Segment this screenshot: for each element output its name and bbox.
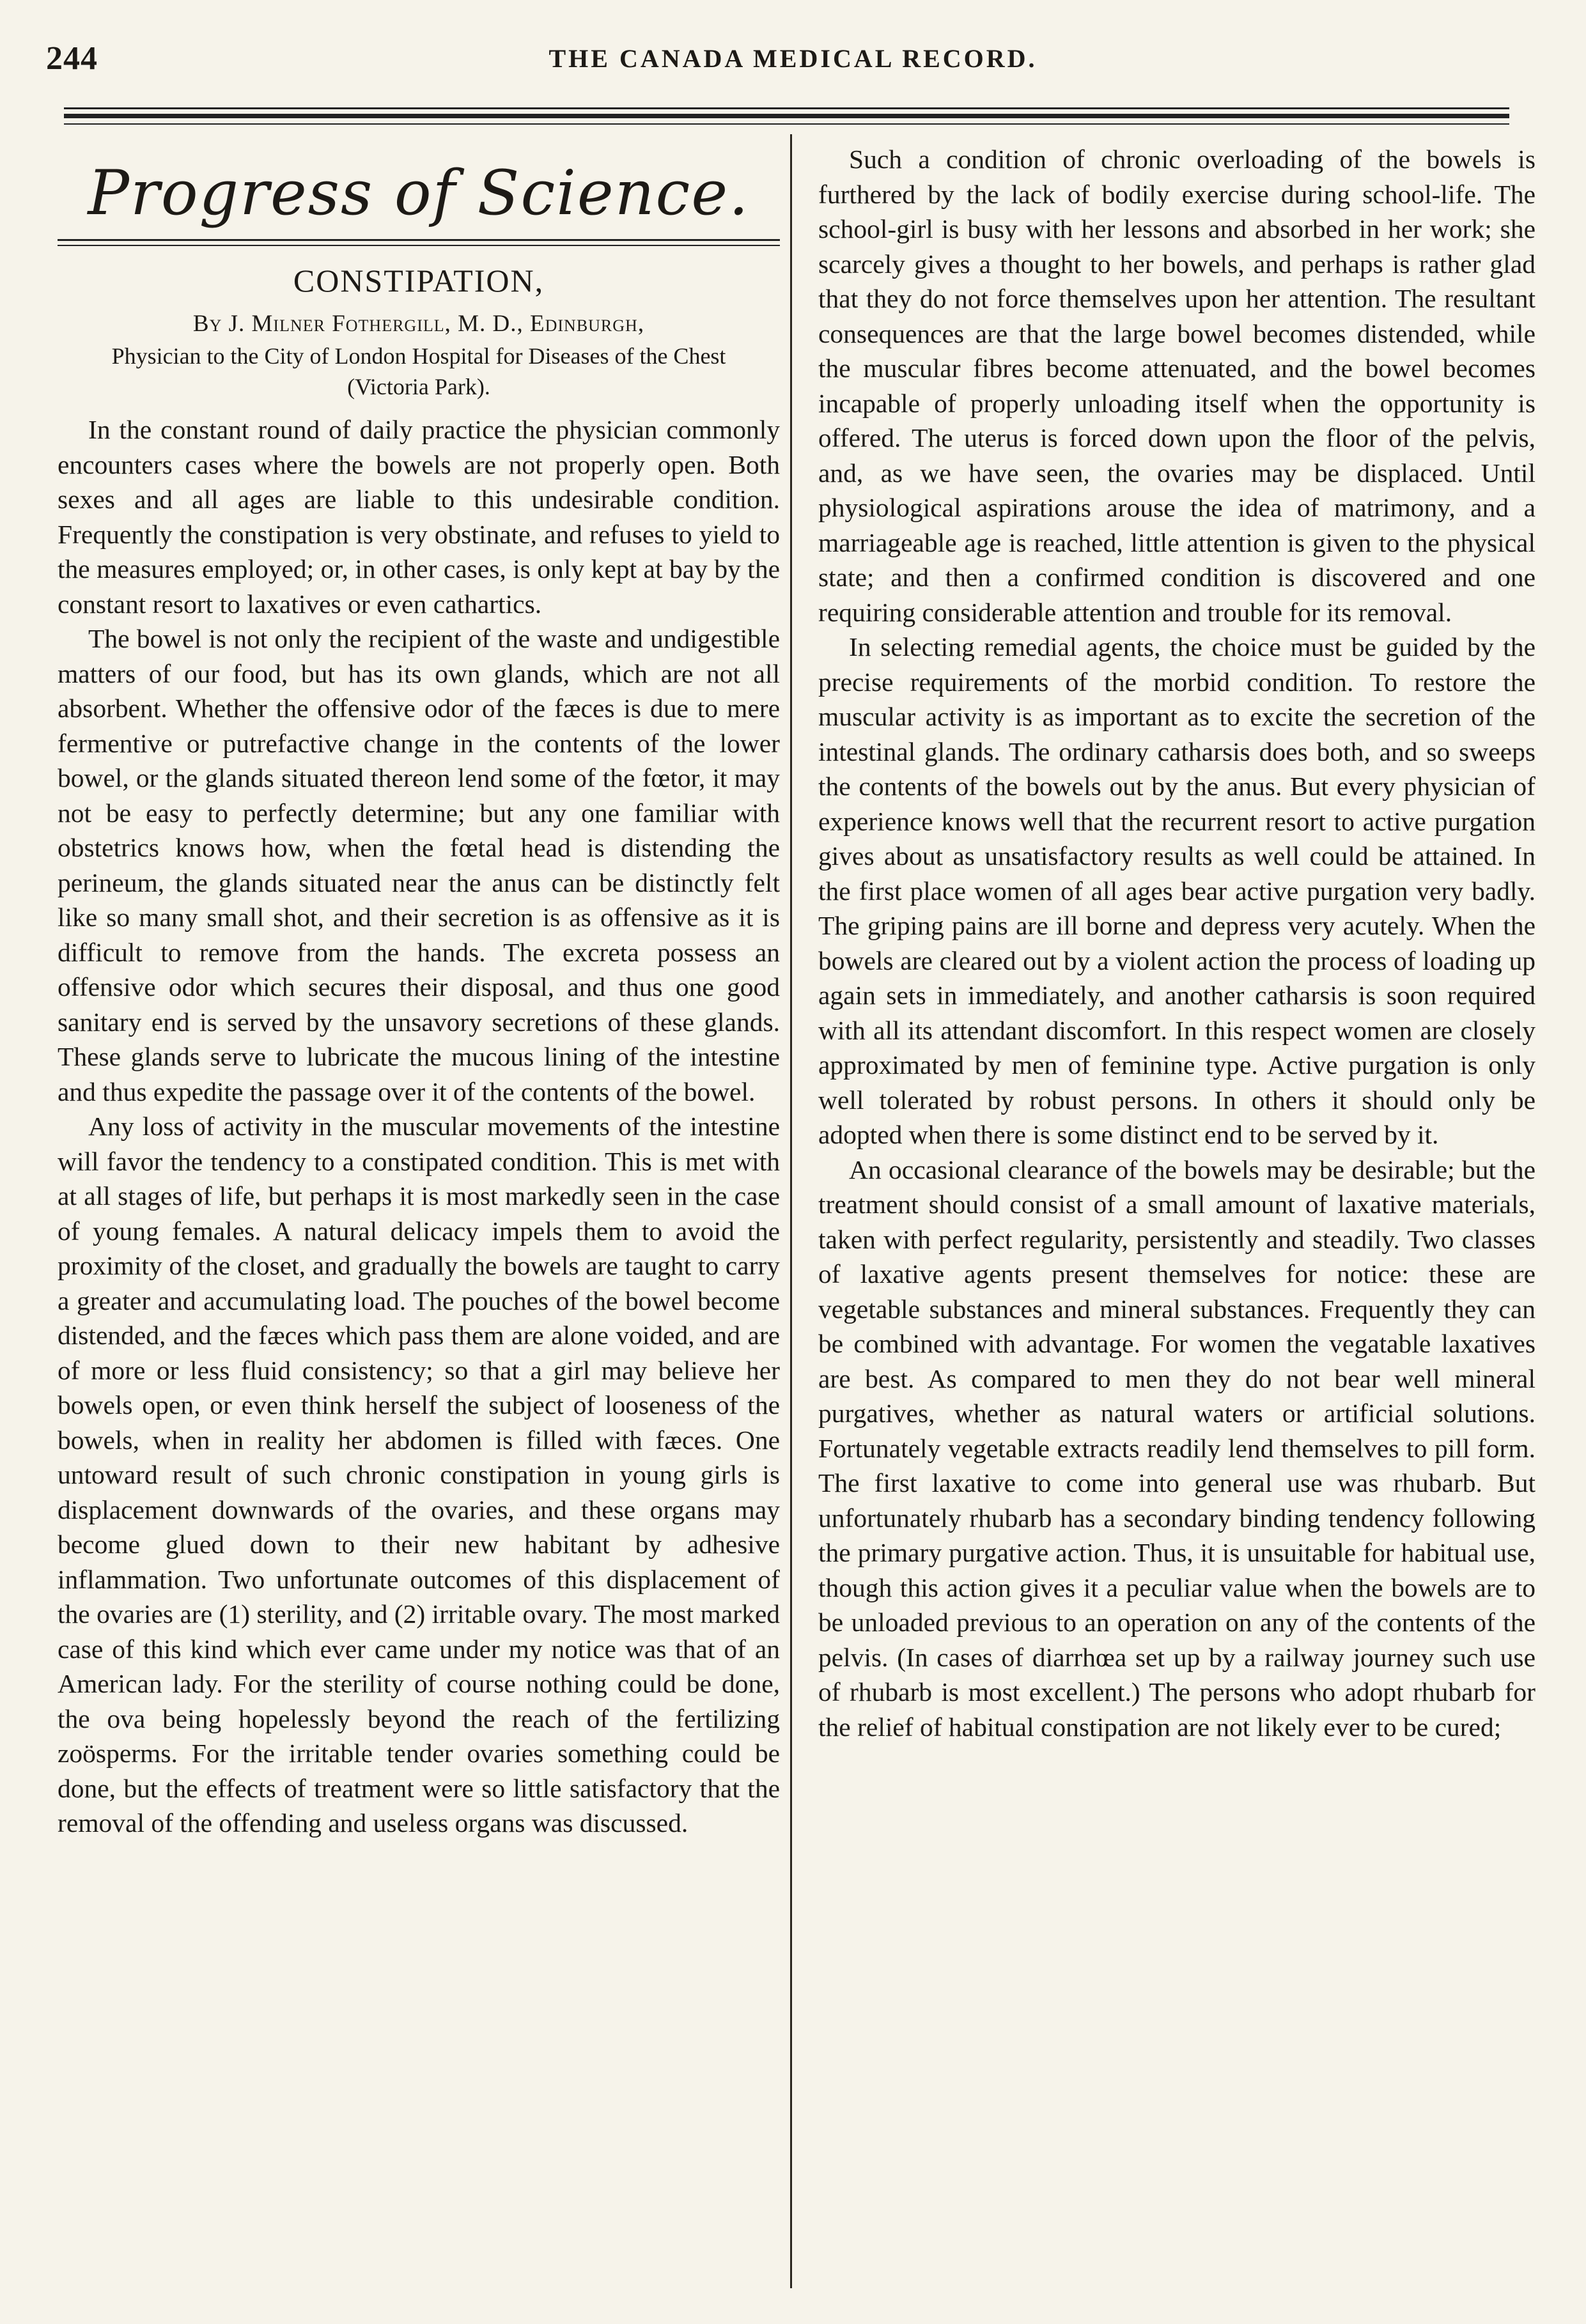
- body-paragraph: Any loss of activity in the muscular movements of the intestine will favor the tendency to a constipated condition. This is met with at all stages of life, but perhaps it is most markedly seen in the case of young females. A natural delicacy impels them to avoid the proximity of the closet, and gradually the bowels are taught to carry a greater and accumulating load. The pouches of the bowel become distended, and the fæces which pass them are alone voided, and are of more or less fluid consistency; so that a girl may believe her bowels open, or even think herself the subject of looseness of the bowels, when in reality her abdomen is filled with fæces. One untoward result of such chronic constipation in young girls is displacement downwards of the ovaries, and these organs may become glued down to their new habitant by adhesive inflammation. Two unfortunate outcomes of this displacement of the ovaries are (1) sterility, and (2) irritable ovary. The most marked case of this kind which ever came under my notice was that of an American lady. For the sterility of course nothing could be done, the ova being hopelessly beyond the reach of the fertilizing zoösperms. For the irritable tender ovaries something could be done, but the effects of treatment were so little satisfactory that the removal of the offending and useless organs was discussed.: [58, 1112, 780, 1838]
- body-paragraph: In selecting remedial agents, the choice must be guided by the precise requirements of the morbid condition. To restore the muscular activity is as important as to excite the secretion of the intestinal glands. The ordinary catharsis does both, and so sweeps the contents of the bowels out by the anus. But every physician of experience knows well that the recurrent resort to active purgation gives about as unsatisfactory results as well could be attained. In the first place women of all ages bear active purgation very badly. The griping pains are ill borne and depress very acutely. When the bowels are cleared out by a violent action the process of loading up again sets in immediately, and another catharsis is soon required with all its attendant discomfort. In this respect women are closely approximated by men of feminine type. Active purgation is only well tolerated by robust persons. In others it should only be adopted when there is some distinct end to be served by it.: [818, 632, 1535, 1149]
- section-heading: Progress of Science.: [88, 157, 750, 229]
- author-byline: By J. Milner Fothergill, M. D., Edinburgh,: [192, 311, 645, 337]
- header-rule-thick: [64, 114, 1509, 118]
- body-paragraph: An occasional clearance of the bowels may be desirable; but the treatment should consist of a small amount of laxative materials, taken with perfect regularity, persistently and steadily. Two classes of laxative agents present themselves for notice: these are vegetable substances and mineral substances. Frequently they can be combined with advantage. For women the vegatable laxatives are best. As compared to men they do not bear well mineral purgatives, whether as natural waters or artificial solutions. Fortunately vegetable extracts readily lend themselves to pill form. The first laxative to come into general use was rhubarb. But unfortunately rhubarb has a secondary binding tendency following the primary purgative action. Thus, it is unsuitable for habitual use, though this action gives it a peculiar value when the bowels are to be unloaded previous to an operation on any of the contents of the pelvis. (In cases of diarrhœa set up by a railway journey such use of rhubarb is most excellent.) The persons who adopt rhubarb for the relief of habitual constipation are not likely ever to be cured;: [818, 1154, 1535, 1742]
- page-number: 244: [46, 40, 98, 77]
- header-rule-hairline: [64, 123, 1509, 125]
- header-rule-thin: [64, 107, 1509, 109]
- left-column: [58, 142, 780, 1841]
- body-paragraph: In the constant round of daily practice the physician commonly encounters cases where the bowels are not properly open. Both sexes and all ages are liable to this undesirable condition. Frequently the constipation is very obstinate, and refuses to yield to the measures employed; or, in other cases, is only kept at bay by the constant resort to laxatives or even cathartics.: [58, 415, 780, 619]
- body-paragraph: Such a condition of chronic overloading of the bowels is furthered by the lack of bodily exercise during school-life. The school-girl is busy with her lessons and absorbed in her work; she scarcely gives a thought to her bowels, and perhaps is rather glad that they do not force themselves upon her attention. The resultant consequences are that the large bowel becomes distended, while the muscular fibres become attenuated, and the bowel becomes incapable of properly unloading itself when the opportunity is offered. The uterus is forced down upon the floor of the pelvis, and, as we have seen, the ovaries may be displaced. Until physiological aspirations arouse the idea of matrimony, and a marriageable age is reached, little attention is given to the physical state; and then a confirmed condition is discovered and one requiring considerable attention and trouble for its removal.: [818, 144, 1535, 627]
- author-affiliation: Physician to the City of London Hospital for Diseases of the Chest (Victoria Park).: [111, 343, 726, 399]
- right-column: [818, 142, 1535, 1744]
- column-divider: [790, 134, 792, 2288]
- journal-title: THE CANADA MEDICAL RECORD.: [548, 44, 1038, 73]
- body-paragraph: The bowel is not only the recipient of the waste and undigestible matters of our food, but has its own glands, which are not all absorbent. Whether the offensive odor of the fæces is due to mere fermentive or putrefactive change in the contents of the lower bowel, or the glands situated thereon lend some of the fœtor, it may not be easy to perfectly determine; but any one familiar with obstetrics knows how, when the fœtal head is distending the perineum, the glands situated near the anus can be distinctly felt like so many small shot, and their secretion is as offensive as it is difficult to remove from the hands. The excreta possess an offensive odor which secures their disposal, and thus one good sanitary end is served by the unsavory secretions of these glands. These glands serve to lubricate the mucous lining of the intestine and thus expedite the passage over it of the contents of the bowel.: [58, 624, 780, 1106]
- running-head: [46, 40, 1540, 84]
- section-rule: [58, 245, 780, 246]
- section-rule: [58, 239, 780, 241]
- article-title: CONSTIPATION,: [293, 263, 545, 298]
